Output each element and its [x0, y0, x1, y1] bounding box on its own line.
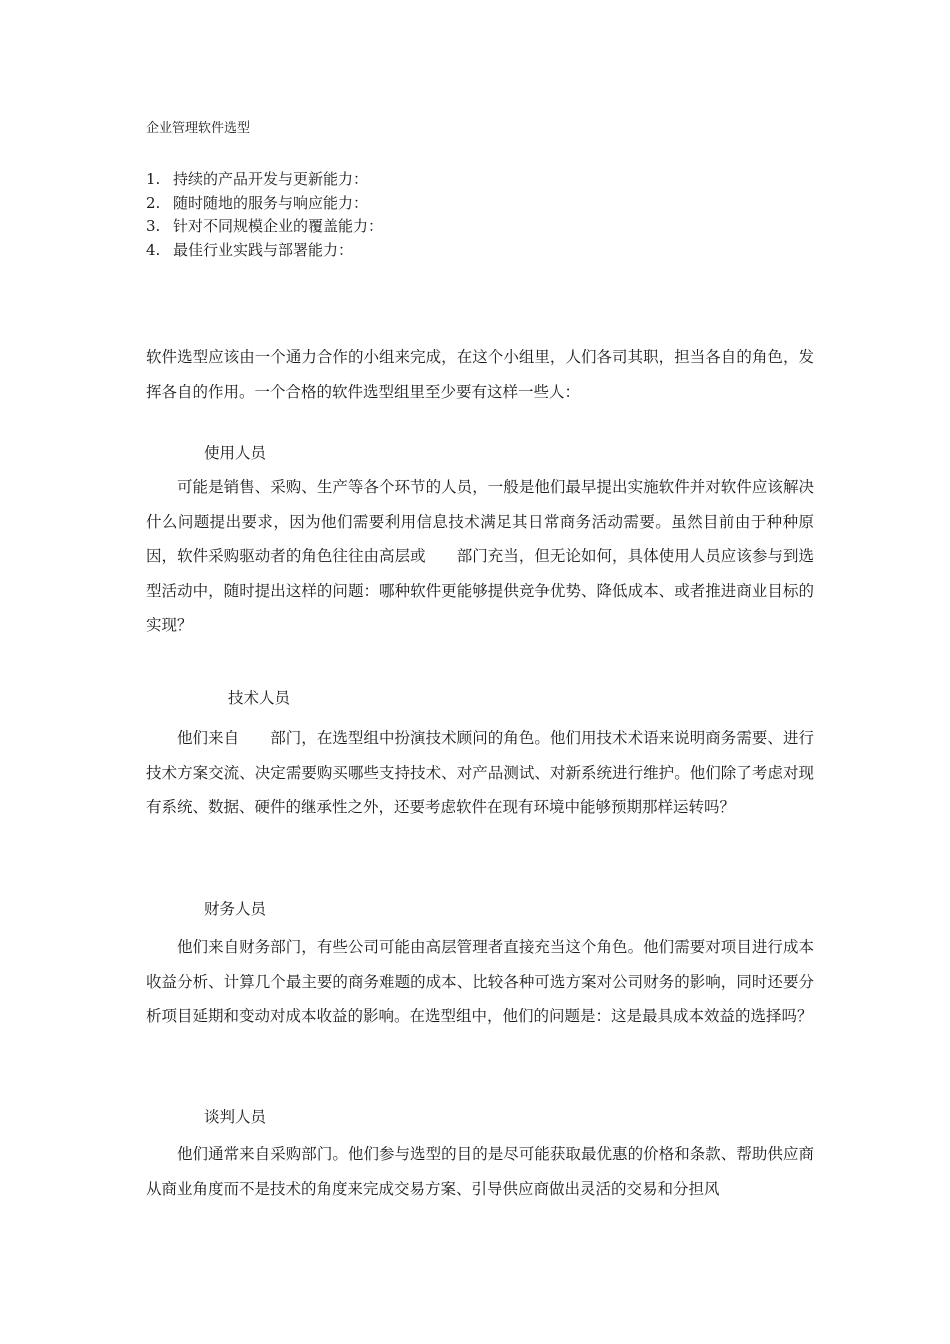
intro-paragraph: 软件选型应该由一个通力合作的小组来完成，在这个小组里，人们各司其职，担当各自的角色，发挥各自的作用。一个合格的软件选型组里至少要有这样一些人： — [146, 348, 814, 401]
list-item-text: 针对不同规模企业的覆盖能力： — [173, 217, 384, 235]
section-body-users: 可能是销售、采购、生产等各个环节的人员，一般是他们最早提出实施软件并对软件应该解决什么问题提出要求，因为他们需要利用信息技术满足其日常商务活动需要。虽然目前由于种种原因，软件采购驱动者的角色往往由高层或 部门充当，但无论如何，具体使用人员应该参与到选型活动中，随时提出这样的问题：哪种软件更能够提供竞争优势、降低成本、或者推进商业目标的实现？ — [146, 478, 814, 635]
section-body-tech: 他们来自 部门，在选型组中扮演技术顾问的角色。他们用技术术语来说明商务需要、进行技术方案交流、决定需要购买哪些支持技术、对产品测试、对新系统进行维护。他们除了考虑对现有系统、数据、硬件的继承性之外，还要考虑软件在现有环境中能够预期那样运转吗？ — [146, 729, 814, 817]
capability-list — [146, 168, 383, 262]
list-item — [146, 168, 383, 192]
document-title: 企业管理软件选型 — [146, 121, 251, 136]
list-item-text: 最佳行业实践与部署能力： — [173, 240, 354, 259]
list-item — [146, 239, 383, 263]
section-body-finance: 他们来自财务部门，有些公司可能由高层管理者直接充当这个角色。他们需要对项目进行成本收益分析、计算几个最主要的商务难题的成本、比较各种可选方案对公司财务的影响，同时还要分析项目延期和变动对成本收益的影响。在选型组中，他们的问题是：这是最具成本效益的选择吗？ — [146, 938, 814, 1026]
list-item-text: 持续的产品开发与更新能力： — [173, 170, 369, 188]
section-heading-users: 使用人员 — [204, 444, 267, 462]
list-item-number: 3. — [146, 217, 161, 235]
list-item-number: 2. — [146, 193, 161, 212]
section-body-negotiation: 他们通常来自采购部门。他们参与选型的目的是尽可能获取最优惠的价格和条款、帮助供应商从商业角度而不是技术的角度来完成交易方案、引导供应商做出灵活的交易和分担风 — [146, 1145, 814, 1198]
section-heading-tech: 技术人员 — [228, 689, 291, 707]
list-item-number: 4. — [146, 240, 161, 259]
list-item — [146, 215, 383, 239]
list-item-text: 随时随地的服务与响应能力： — [173, 193, 369, 212]
list-item — [146, 192, 383, 216]
section-heading-negotiation: 谈判人员 — [204, 1108, 267, 1126]
section-heading-finance: 财务人员 — [204, 900, 267, 918]
list-item-number: 1. — [146, 170, 161, 188]
